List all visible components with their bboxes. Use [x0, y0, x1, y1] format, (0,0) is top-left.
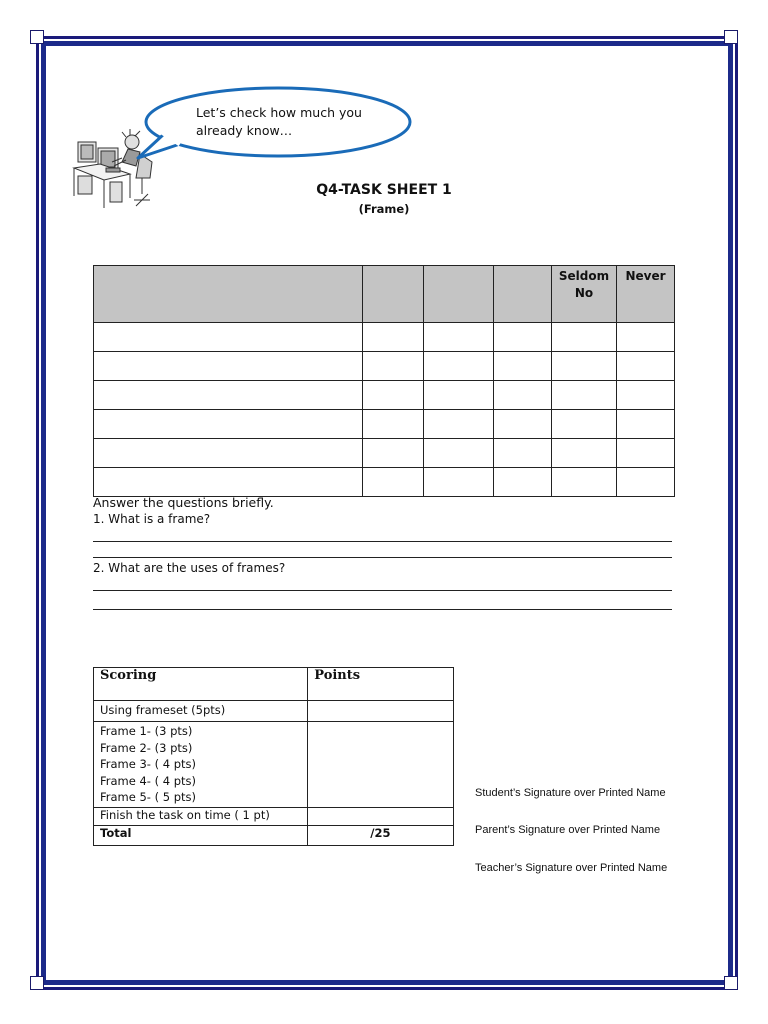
table-row: [94, 468, 675, 497]
table-cell[interactable]: [552, 439, 617, 468]
table-cell[interactable]: [94, 439, 363, 468]
survey-header-cell: [494, 266, 552, 323]
table-row: [94, 701, 454, 722]
scoring-frame-4: Frame 4- ( 4 pts): [100, 773, 197, 788]
scoring-frame-5: Frame 5- ( 5 pts): [100, 790, 197, 804]
table-row: [94, 439, 675, 468]
table-cell[interactable]: [363, 410, 424, 439]
table-cell[interactable]: [616, 352, 674, 381]
survey-header-seldom: Seldom No: [552, 266, 617, 323]
question-2: 2. What are the uses of frames?: [93, 561, 286, 575]
student-signature-label: Student’s Signature over Printed Name: [475, 787, 666, 799]
scoring-frame-3: Frame 3- ( 4 pts): [100, 757, 197, 771]
corner-ornament-top-left: [30, 30, 44, 44]
table-cell[interactable]: [494, 323, 552, 352]
table-cell[interactable]: [494, 468, 552, 497]
table-cell[interactable]: [94, 381, 363, 410]
question-1: 1. What is a frame?: [93, 512, 211, 526]
scoring-frames: [94, 722, 308, 808]
table-cell[interactable]: [424, 439, 494, 468]
table-cell[interactable]: [94, 323, 363, 352]
table-cell[interactable]: [363, 323, 424, 352]
parent-signature-label: Parent’s Signature over Printed Name: [475, 824, 661, 836]
table-cell[interactable]: [363, 439, 424, 468]
scoring-header-row: [94, 668, 454, 701]
table-cell[interactable]: [424, 323, 494, 352]
page-title: Q4-TASK SHEET 1: [316, 182, 452, 198]
table-cell[interactable]: [616, 381, 674, 410]
answer-line-q1-2[interactable]: [93, 557, 672, 558]
table-row: [94, 381, 675, 410]
survey-header-cell: [363, 266, 424, 323]
page-subtitle: (Frame): [358, 202, 410, 216]
table-cell[interactable]: [94, 352, 363, 381]
survey-header-never: Never: [616, 266, 674, 323]
corner-ornament-top-right: [724, 30, 738, 44]
table-row: [94, 323, 675, 352]
scoring-finish: Finish the task on time ( 1 pt): [94, 807, 308, 825]
scoring-frameset: Using frameset (5pts): [94, 701, 308, 722]
answer-line-q2-1[interactable]: [93, 590, 672, 591]
table-cell[interactable]: [94, 410, 363, 439]
table-row: [94, 825, 454, 845]
answer-line-q2-2[interactable]: [93, 609, 672, 610]
scoring-frame-2: Frame 2- (3 pts): [100, 740, 193, 755]
points-cell[interactable]: [308, 701, 454, 722]
table-cell[interactable]: [552, 468, 617, 497]
table-row: [94, 410, 675, 439]
teacher-signature-label: Teacher’s Signature over Printed Name: [475, 862, 668, 874]
table-cell[interactable]: [494, 439, 552, 468]
table-cell[interactable]: [494, 410, 552, 439]
questions-instruction: Answer the questions briefly.: [93, 495, 274, 510]
answer-line-q1-1[interactable]: [93, 541, 672, 542]
table-cell[interactable]: [616, 468, 674, 497]
bubble-line-2: already know…: [196, 123, 293, 138]
table-cell[interactable]: [552, 381, 617, 410]
survey-table-header: [94, 266, 675, 323]
table-row: [94, 807, 454, 825]
table-cell[interactable]: [363, 468, 424, 497]
table-cell[interactable]: [424, 410, 494, 439]
table-row: [94, 352, 675, 381]
bubble-line-1: Let’s check how much you: [196, 105, 362, 120]
corner-ornament-bottom-right: [724, 976, 738, 990]
scoring-table: [93, 667, 454, 846]
total-value: /25: [308, 825, 454, 845]
table-cell[interactable]: [494, 381, 552, 410]
table-cell[interactable]: [424, 468, 494, 497]
table-cell[interactable]: [552, 352, 617, 381]
survey-header-cell: [424, 266, 494, 323]
table-cell[interactable]: [616, 410, 674, 439]
table-cell[interactable]: [616, 439, 674, 468]
survey-table: [93, 265, 675, 497]
scoring-header: Scoring: [94, 668, 308, 701]
table-cell[interactable]: [363, 352, 424, 381]
table-row: [94, 722, 454, 808]
table-cell[interactable]: [552, 410, 617, 439]
table-cell[interactable]: [424, 352, 494, 381]
total-label: Total: [94, 825, 308, 845]
table-cell[interactable]: [494, 352, 552, 381]
table-cell[interactable]: [552, 323, 617, 352]
points-header: Points: [308, 668, 454, 701]
corner-ornament-bottom-left: [30, 976, 44, 990]
table-cell[interactable]: [94, 468, 363, 497]
survey-header-cell: [94, 266, 363, 323]
speech-bubble-text: [196, 104, 396, 140]
table-cell[interactable]: [363, 381, 424, 410]
table-cell[interactable]: [616, 323, 674, 352]
table-cell[interactable]: [424, 381, 494, 410]
points-cell[interactable]: [308, 722, 454, 808]
points-cell[interactable]: [308, 807, 454, 825]
scoring-frame-1: Frame 1- (3 pts): [100, 724, 193, 738]
